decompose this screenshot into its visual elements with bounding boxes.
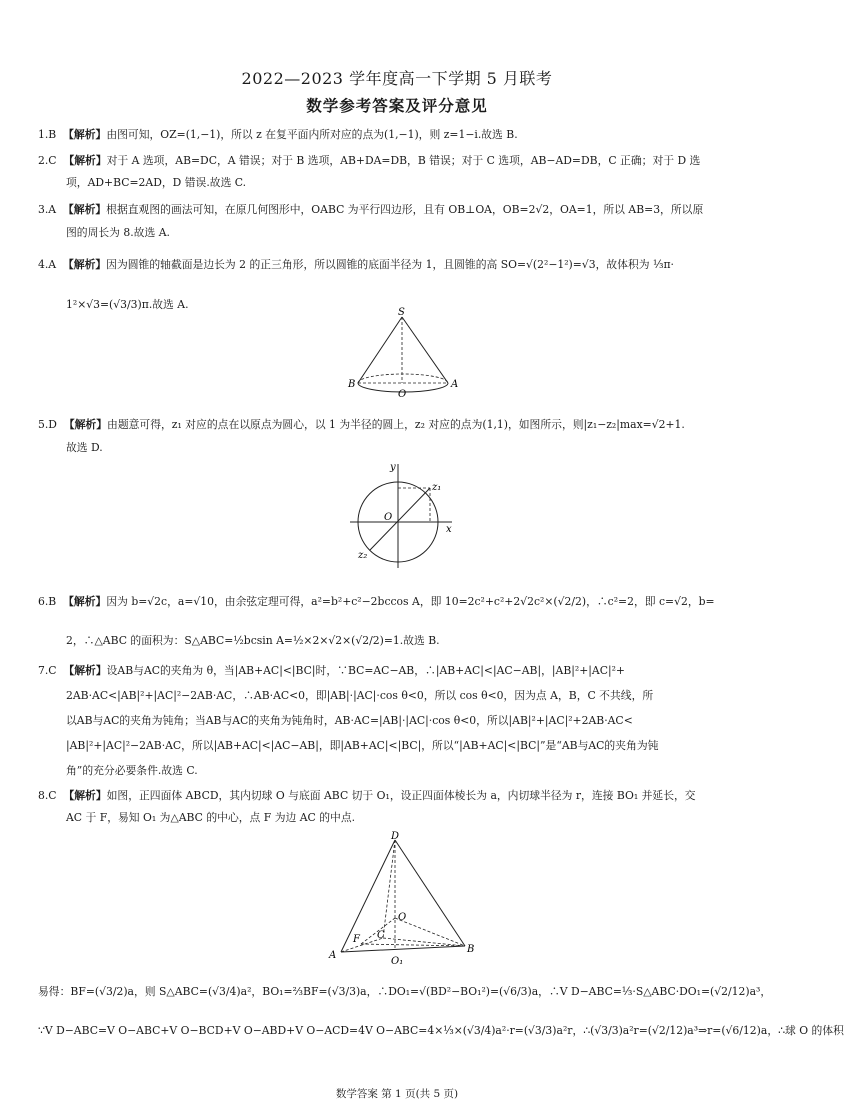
q7-text-4: |AB|²+|AC|²−2AB·AC，所以|AB+AC|<|AC−AB|，即|AB+AC|<|BC|，所以“|AB+AC|<|BC|”是“AB与AC的夹角为钝 xyxy=(66,739,659,752)
q7-line-1 xyxy=(38,664,760,678)
z2-label: z₂ xyxy=(358,550,368,561)
cone-label-a: A xyxy=(451,379,459,390)
q2-number: 2.C xyxy=(38,154,57,167)
q3-text-2: 图的周长为 8.故选 A. xyxy=(66,226,170,239)
label-o1: O₁ xyxy=(391,956,404,967)
document-title: 2022—2023 学年度高一下学期 5 月联考 xyxy=(241,69,553,88)
diagonal-line xyxy=(370,488,430,550)
y-label: y xyxy=(390,462,396,473)
document-subtitle: 数学参考答案及评分意见 xyxy=(306,96,488,115)
label-b: B xyxy=(467,944,475,955)
cone-base-back xyxy=(358,374,448,383)
q6-line-1 xyxy=(38,595,760,609)
label-f: F xyxy=(353,934,360,945)
q5-text-1: 由题意可得，z₁ 对应的点在以原点为圆心，以 1 为半径的圆上，z₂ 对应的点为(1,1)，如图所示，则|z₁−z₂|max=√2+1. xyxy=(107,418,685,431)
page-footer: 数学答案 第 1 页(共 5 页) xyxy=(335,1088,459,1100)
cone-right-edge xyxy=(402,317,448,383)
q7-text-2: 2AB·AC<|AB|²+|AC|²−2AB·AC，∴AB·AC<0，即|AB|·|AC|·cos θ<0，所以 cos θ<0，因为点 A，B，C 不共线，所 xyxy=(66,689,654,702)
cone-label-b: B xyxy=(348,379,356,390)
tetrahedron-figure xyxy=(325,830,485,970)
q2-tag: 【解析】 xyxy=(63,154,107,167)
q3-tag: 【解析】 xyxy=(62,203,107,216)
q8-tag: 【解析】 xyxy=(63,789,107,802)
q1-line-1 xyxy=(38,128,760,142)
q2-text-1: 对于 A 选项，AB=DC，A 错误；对于 B 选项，AB+DA=DB，B 错误；对于 C 选项，AB−AD=DB，C 正确；对于 D 选 xyxy=(106,154,701,167)
label-c: C xyxy=(377,930,385,941)
q6-number: 6.B xyxy=(38,595,57,608)
edge-dc xyxy=(383,840,395,938)
label-a: A xyxy=(329,950,337,961)
q6-text-2: 2，∴△ABC 的面积为：S△ABC=½bcsin A=½×2×√2×(√2/2)=1.故选 B. xyxy=(66,634,440,647)
q5-text-2: 故选 D. xyxy=(66,441,103,454)
edge-ab xyxy=(341,946,465,952)
edge-db xyxy=(395,840,465,946)
circle-figure xyxy=(340,460,460,570)
q4-line-1 xyxy=(38,258,760,272)
label-d: D xyxy=(391,831,400,842)
q6-text-1: 因为 b=√2c，a=√10，由余弦定理可得，a²=b²+c²−2bccos A，即 10=2c²+c²+2√2c²×(√2/2)，∴c²=2，即 c=√2，b= xyxy=(106,595,715,608)
q3-line-1 xyxy=(38,203,760,217)
q3-number: 3.A xyxy=(38,203,57,216)
q5-number: 5.D xyxy=(38,418,57,431)
edge-da xyxy=(341,840,395,952)
origin-label: O xyxy=(384,512,393,523)
q4-number: 4.A xyxy=(38,258,57,271)
q1-tag: 【解析】 xyxy=(63,128,107,141)
q7-text-1: 设AB与AC的夹角为 θ，当|AB+AC|<|BC|时，∵BC=AC−AB，∴|AB+AC|<|AC−AB|，|AB|²+|AC|²+ xyxy=(106,664,625,677)
q7-number: 7.C xyxy=(38,664,57,677)
q7-tag: 【解析】 xyxy=(63,664,107,677)
cone-figure xyxy=(340,305,470,405)
q5-tag: 【解析】 xyxy=(63,418,108,431)
q8-text-1: 如图，正四面体 ABCD，其内切球 O 与底面 ABC 切于 O₁，设正四面体棱长为 a，内切球半径为 r，连接 BO₁ 并延长，交 xyxy=(106,789,696,802)
q8-line-1 xyxy=(38,789,760,803)
q8-number: 8.C xyxy=(38,789,57,802)
q5-line-1 xyxy=(38,418,760,432)
q4-text-1: 因为圆锥的轴截面是边长为 2 的正三角形，所以圆锥的底面半径为 1，且圆锥的高 SO=√(2²−1²)=√3，故体积为 ⅓π· xyxy=(106,258,674,271)
z1-label: z₁ xyxy=(432,482,442,493)
q2-text-2: 项，AD+BC=2AD，D 错误.故选 C. xyxy=(66,176,247,189)
cone-label-o: O xyxy=(398,389,407,400)
q8-text-2: AC 于 F，易知 O₁ 为△ABC 的中心，点 F 为边 AC 的中点. xyxy=(66,811,356,824)
q1-text-1: 由图可知，OZ=(1,−1)，所以 z 在复平面内所对应的点为(1,−1)，则 z=1−i.故选 B. xyxy=(106,128,518,141)
q7-text-3: 以AB与AC的夹角为钝角；当AB与AC的夹角为钝角时，AB·AC=|AB|·|AC|·cos θ<0，所以|AB|²+|AC|²+2AB·AC< xyxy=(66,714,633,727)
q8-tail-2: ∵V D−ABC=V O−ABC+V O−BCD+V O−ABD+V O−ACD=4V O−ABC=4×⅓×(√3/4)a²·r=(√3/3)a²r，∴(√3/3)a²r=(√2/12)a³⇒r=(√6/12)a，∴球 O 的体积 xyxy=(38,1024,844,1037)
q6-tag: 【解析】 xyxy=(63,595,107,608)
q7-text-5: 角”的充分必要条件.故选 C. xyxy=(66,764,198,777)
q4-text-2: 1²×√3=(√3/3)π.故选 A. xyxy=(66,298,189,311)
q3-text-1: 根据直观图的画法可知，在原几何图形中，OABC 为平行四边形，且有 OB⊥OA，OB=2√2，OA=1，所以 AB=3，所以原 xyxy=(106,203,704,216)
label-o: O xyxy=(398,912,407,923)
q8-tail-1: 易得：BF=(√3/2)a，则 S△ABC=(√3/4)a²，BO₁=⅔BF=(√3/3)a，∴DO₁=√(BD²−BO₁²)=(√6/3)a，∴V D−ABC=⅓·S△ABC·DO₁=(√2/12)a³， xyxy=(38,985,772,998)
x-label: x xyxy=(446,524,452,535)
cone-label-s: S xyxy=(398,307,405,318)
q4-tag: 【解析】 xyxy=(62,258,107,271)
q1-number: 1.B xyxy=(38,128,57,141)
cone-left-edge xyxy=(358,317,402,383)
q2-line-1 xyxy=(38,154,760,168)
